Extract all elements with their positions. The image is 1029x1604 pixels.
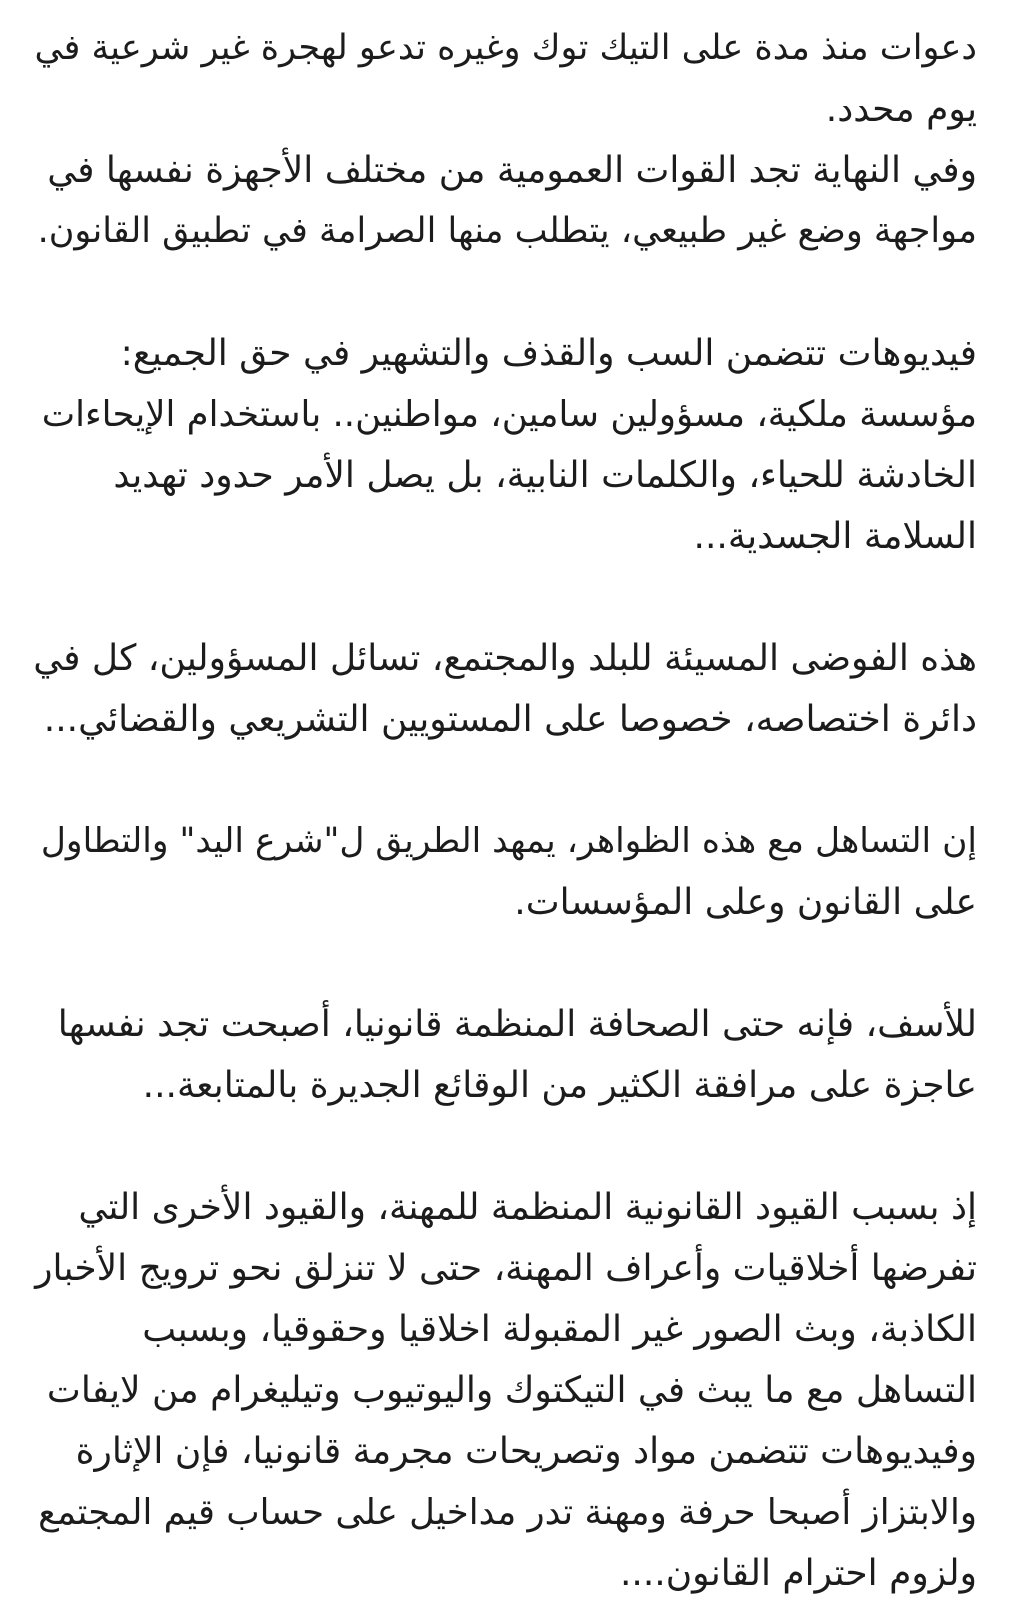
paragraph-2 [30, 323, 977, 567]
text-line: يوم محدد. [825, 89, 977, 130]
text-line: وفي النهاية تجد القوات العمومية من مختلف الأجهزة نفسها في [47, 150, 977, 191]
paragraph-spacer [30, 1116, 977, 1177]
text-line: الخادشة للحياء، والكلمات النابية، بل يصل الأمر حدود تهديد [113, 455, 977, 496]
text-line: تفرضها أخلاقيات وأعراف المهنة، حتى لا تنزلق نحو ترويج الأخبار [35, 1248, 977, 1289]
paragraph-3 [30, 628, 977, 750]
paragraph-5 [30, 994, 977, 1116]
text-line: هذه الفوضى المسيئة للبلد والمجتمع، تسائل المسؤولين، كل في [33, 638, 977, 679]
text-line: والابتزاز أصبحا حرفة ومهنة تدر مداخيل على حساب قيم المجتمع [38, 1492, 977, 1533]
text-line: دائرة اختصاصه، خصوصا على المستويين التشريعي والقضائي... [43, 699, 977, 740]
paragraph-4 [30, 811, 977, 933]
paragraph-spacer [30, 262, 977, 323]
text-line: عاجزة على مرافقة الكثير من الوقائع الجديرة بالمتابعة... [142, 1065, 977, 1106]
text-line: ولزوم احترام القانون.... [619, 1553, 977, 1594]
paragraph-1 [30, 18, 977, 262]
text-line: إذ بسبب القيود القانونية المنظمة للمهنة، والقيود الأخرى التي [78, 1187, 977, 1228]
text-line: إن التساهل مع هذه الظواهر، يمهد الطريق ل"شرع اليد" والتطاول [40, 821, 977, 861]
text-line: السلامة الجسدية... [693, 516, 977, 557]
text-line: التساهل مع ما يبث في التيكتوك واليوتيوب وتيليغرام من لايفات [46, 1370, 977, 1411]
paragraph-6 [30, 1177, 977, 1604]
text-line: دعوات منذ مدة على التيك توك وغيره تدعو لهجرة غير شرعية في [34, 28, 977, 68]
text-line: على القانون وعلى المؤسسات. [514, 882, 977, 923]
paragraph-spacer [30, 567, 977, 628]
paragraph-spacer [30, 933, 977, 994]
paragraph-spacer [30, 750, 977, 811]
text-line: الكاذبة، وبث الصور غير المقبولة اخلاقيا وحقوقيا، وبسبب [142, 1309, 977, 1350]
text-line: مؤسسة ملكية، مسؤولين سامين، مواطنين.. باستخدام الإيحاءات [41, 394, 977, 435]
text-line: فيديوهات تتضمن السب والقذف والتشهير في حق الجميع: [120, 333, 977, 374]
text-line: مواجهة وضع غير طبيعي، يتطلب منها الصرامة في تطبيق القانون. [37, 211, 977, 251]
text-line: وفيديوهات تتضمن مواد وتصريحات مجرمة قانونيا، فإن الإثارة [75, 1431, 977, 1472]
text-line: للأسف، فإنه حتى الصحافة المنظمة قانونيا، أصبحت تجد نفسها [57, 1004, 977, 1045]
